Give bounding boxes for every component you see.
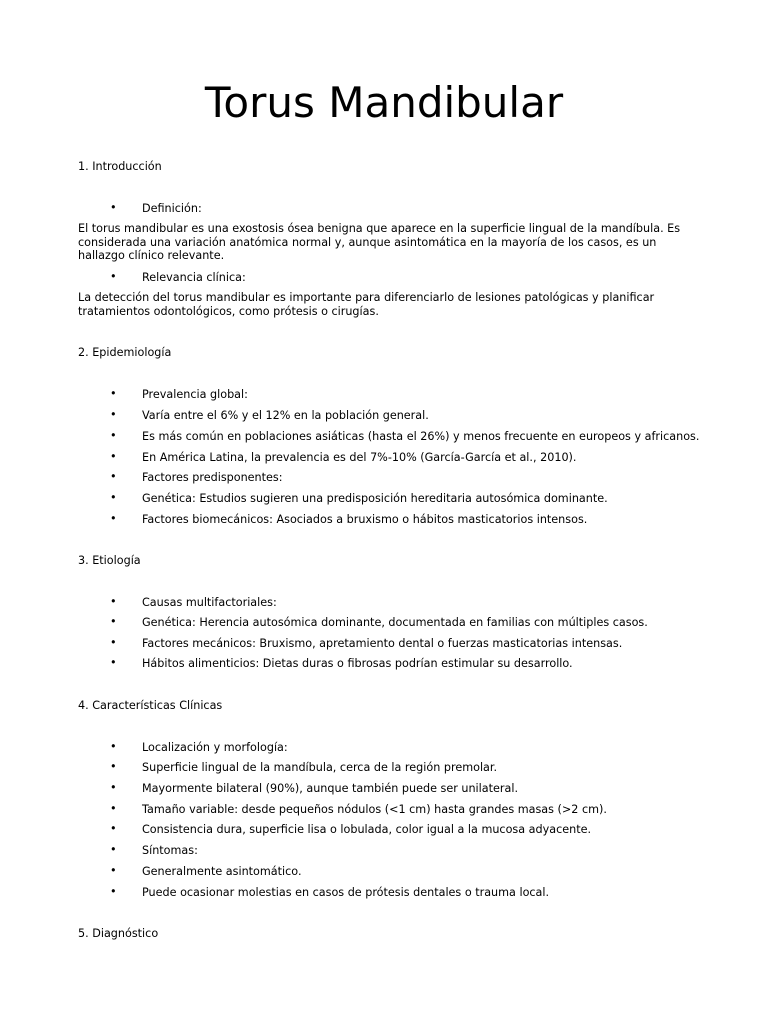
list-item: Localización y morfología: [142,741,288,754]
bullet-glyph: • [110,470,117,483]
list-item: En América Latina, la prevalencia es del 7%-10% (García-García et al., 2010). [142,451,577,464]
list-item: Superficie lingual de la mandíbula, cerca de la región premolar. [142,761,498,774]
list-item: Puede ocasionar molestias en casos de prótesis dentales o trauma local. [142,886,550,899]
section-heading-etiologia: 3. Etiología [78,554,141,567]
list-item: Factores biomecánicos: Asociados a bruxismo o hábitos masticatorios intensos. [142,513,588,526]
list-item: Síntomas: [142,844,198,857]
list-item: Hábitos alimenticios: Dietas duras o fibrosas podrían estimular su desarrollo. [142,657,573,670]
bullet-glyph: • [110,491,117,504]
bullet-glyph: • [110,781,117,794]
section-heading-caracteristicas: 4. Características Clínicas [78,699,223,712]
bullet-glyph: • [110,843,117,856]
bullet-glyph: • [110,864,117,877]
bullet-glyph: • [110,450,117,463]
document-title: Torus Mandibular [204,78,564,127]
bullet-glyph: • [110,885,117,898]
bullet-glyph: • [110,595,117,608]
list-item-relevancia: Relevancia clínica: [142,271,246,284]
list-item: Factores predisponentes: [142,471,283,484]
list-item: Varía entre el 6% y el 12% en la población general. [142,409,429,422]
paragraph-definicion: El torus mandibular es una exostosis ósea benigna que aparece en la superficie lingual de la mandíbula. Es considerada una variación anatómica normal y, aunque asintomática en la mayoría de los casos, es un hallazgo clínico relevante. [78,222,681,263]
list-item: Genética: Estudios sugieren una predisposición hereditaria autosómica dominante. [142,492,608,505]
bullet-glyph: • [110,408,117,421]
list-item: Generalmente asintomático. [142,865,302,878]
list-item: Factores mecánicos: Bruxismo, apretamiento dental o fuerzas masticatorias intensas. [142,637,623,650]
bullet-glyph: • [110,740,117,753]
list-item: Mayormente bilateral (90%), aunque también puede ser unilateral. [142,782,519,795]
bullet-glyph: • [110,201,117,214]
bullet-glyph: • [110,636,117,649]
bullet-glyph: • [110,760,117,773]
section-heading-epidemiologia: 2. Epidemiología [78,346,172,359]
list-item: Genética: Herencia autosómica dominante, documentada en familias con múltiples casos. [142,616,648,629]
list-item: Consistencia dura, superficie lisa o lobulada, color igual a la mucosa adyacente. [142,823,592,836]
bullet-glyph: • [110,822,117,835]
list-item: Prevalencia global: [142,388,248,401]
list-item-definicion: Definición: [142,202,202,215]
bullet-glyph: • [110,270,117,283]
bullet-glyph: • [110,429,117,442]
bullet-glyph: • [110,802,117,815]
list-item: Causas multifactoriales: [142,596,277,609]
paragraph-relevancia: La detección del torus mandibular es importante para diferenciarlo de lesiones patológicas y planificar tratamientos odontológicos, como prótesis o cirugías. [78,291,655,318]
bullet-glyph: • [110,615,117,628]
list-item: Tamaño variable: desde pequeños nódulos (<1 cm) hasta grandes masas (>2 cm). [142,803,607,816]
list-item: Es más común en poblaciones asiáticas (hasta el 26%) y menos frecuente en europeos y africanos. [142,430,700,443]
bullet-glyph: • [110,512,117,525]
section-heading-diagnostico: 5. Diagnóstico [78,927,159,940]
bullet-glyph: • [110,656,117,669]
section-heading-introduccion: 1. Introducción [78,160,162,173]
bullet-glyph: • [110,387,117,400]
